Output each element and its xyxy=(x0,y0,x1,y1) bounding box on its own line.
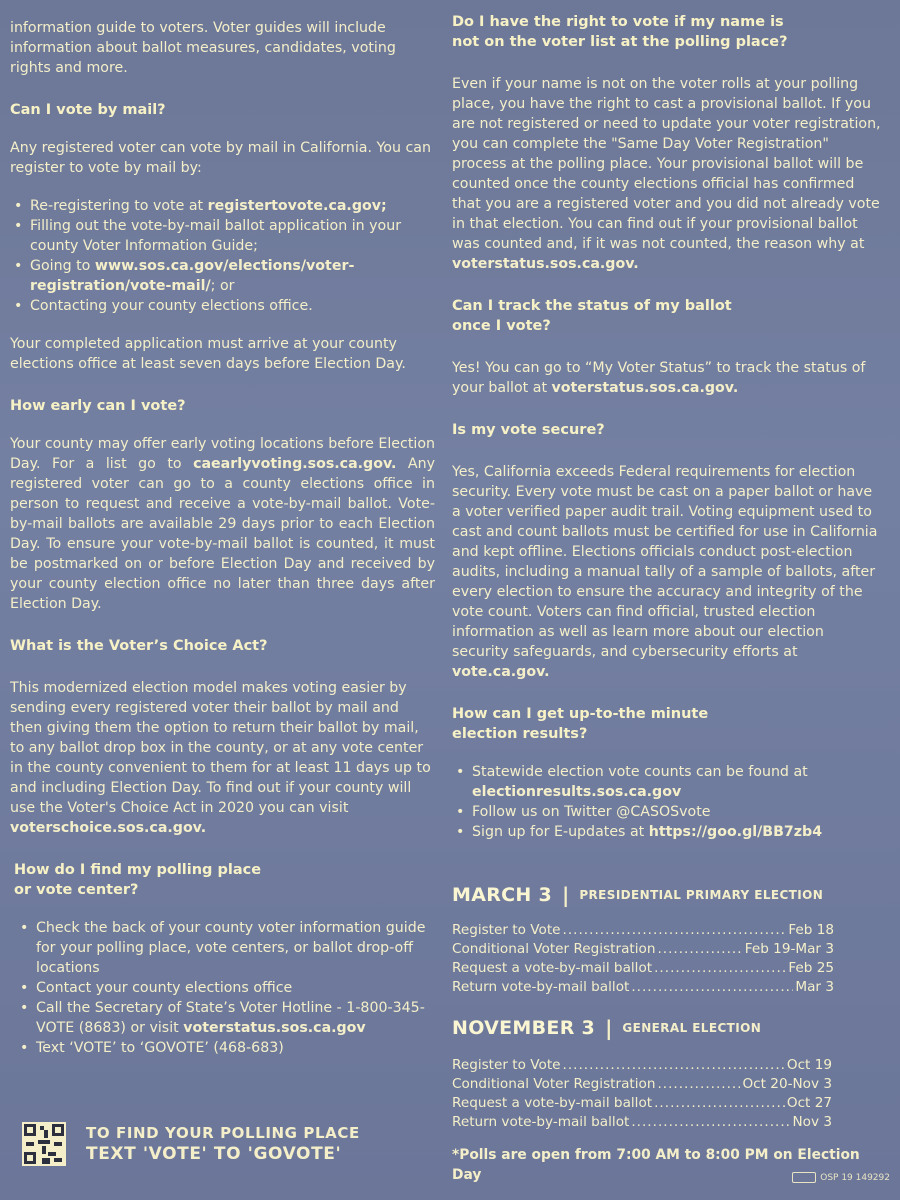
mail-text: Any registered voter can vote by mail in California. You can register to vote by mail by: xyxy=(10,140,431,176)
qr-caption xyxy=(86,1123,360,1165)
mail-heading: Can I vote by mail? xyxy=(10,102,166,118)
sos-vote-mail-link[interactable]: www.sos.ca.gov/elections/voter-registration/vote-mail/ xyxy=(30,258,355,294)
e-updates-link[interactable]: https://goo.gl/BB7zb4 xyxy=(648,824,823,840)
voterstatus-link[interactable]: voterstatus.sos.ca.gov. xyxy=(551,380,739,396)
printer-logo-icon xyxy=(792,1172,816,1183)
mail-bullet-list xyxy=(10,196,435,316)
list-item: • Call the Secretary of State’s Voter Hotline - 1-800-345- VOTE (8683) or visit voterstatus.sos.ca.gov xyxy=(16,998,435,1038)
voterstatus-link[interactable]: voterstatus.sos.ca.gov xyxy=(183,1020,366,1036)
november-election-section xyxy=(452,1016,832,1132)
deadline-row: Return vote-by-mail ballot ..... Mar 3 xyxy=(452,978,834,997)
separator: | xyxy=(562,883,570,907)
list-item: • Sign up for E-updates at https://goo.gl/BB7zb4 xyxy=(452,822,882,842)
mail-after-text: Your completed application must arrive at your county elections office at least seven days before Election Day. xyxy=(10,336,406,372)
list-item: • Text ‘VOTE’ to ‘GOVOTE’ (468-683) xyxy=(16,1038,435,1058)
rights-text: Even if your name is not on the voter rolls at your polling place, you have the right to cast a provisional ballot. If you are not registered or need to update your voter registration, you can complete the "Same Day Voter Registration" process at the polling place. Your provisional ballot will be counted once the county elections official has confirmed that you are a registered voter and you did not already vote in that election. You can find out if your provisional ballot was counted and, if it was not counted, the reason why at voterstatus.sos.ca.gov. xyxy=(452,76,881,272)
secure-heading: Is my vote secure? xyxy=(452,422,605,438)
electionresults-link[interactable]: electionresults.sos.ca.gov xyxy=(472,784,682,800)
separator: | xyxy=(605,1016,613,1040)
march-election-date: MARCH 3 xyxy=(452,884,553,906)
qr-line-1: TO FIND YOUR POLLING PLACE xyxy=(86,1124,360,1142)
vca-text: This modernized election model makes voting easier by sending every registered voter their ballot by mail and then giving them the option to return their ballot by mail, to any ballot drop box in the county, or at any vote center in the county convenient to them for at least 11 days up to and including Election Day. To find out if your county will use the Voter's Choice Act in 2020 you can visit voterschoice.sos.ca.gov. xyxy=(10,680,431,836)
november-election-type: GENERAL ELECTION xyxy=(622,1021,762,1035)
caearlyvoting-link[interactable]: caearlyvoting.sos.ca.gov. xyxy=(193,456,397,472)
polls-note: *Polls are open from 7:00 AM to 8:00 PM on Election Day xyxy=(452,1147,860,1183)
track-heading: Can I track the status of my ballot once I vote? xyxy=(452,298,732,334)
list-item: • Going to www.sos.ca.gov/elections/voter-registration/vote-mail/; or xyxy=(10,256,435,296)
list-item: • Follow us on Twitter @CASOSvote xyxy=(452,802,882,822)
right-column xyxy=(452,12,882,842)
voterschoice-link[interactable]: voterschoice.sos.ca.gov. xyxy=(10,820,207,836)
list-item: • Contacting your county elections office. xyxy=(10,296,435,316)
list-item: • Statewide election vote counts can be found at electionresults.sos.ca.gov xyxy=(452,762,882,802)
deadline-row: Register to Vote ..... Feb 18 xyxy=(452,921,834,940)
polling-heading: How do I find my polling place or vote center? xyxy=(14,862,262,898)
early-text: Your county may offer early voting locations before Election Day. For a list go to caearlyvoting.sos.ca.gov. Any registered voter can go to a county elections office in person to request and receive a vote-by-mail ballot. Vote-by-mail ballots are available 29 days prior to each Election Day. To ensure your vote-by-mail ballot is counted, it must be postmarked on or before Election Day and received by your county election office no later than three days after Election Day. xyxy=(10,436,436,612)
registertovote-link[interactable]: registertovote.ca.gov; xyxy=(207,198,387,214)
voterstatus-link[interactable]: voterstatus.sos.ca.gov. xyxy=(452,256,639,272)
deadline-row: Request a vote-by-mail ballot ..... Oct 27 xyxy=(452,1094,832,1113)
deadline-row: Return vote-by-mail ballot ..... Nov 3 xyxy=(452,1113,832,1132)
november-election-date: NOVEMBER 3 xyxy=(452,1017,596,1039)
march-election-header xyxy=(452,883,834,907)
qr-line-2: TEXT 'VOTE' TO 'GOVOTE' xyxy=(86,1144,342,1164)
vca-heading: What is the Voter’s Choice Act? xyxy=(10,638,268,654)
print-code xyxy=(792,1172,890,1183)
results-heading: How can I get up-to-the minute election results? xyxy=(452,706,709,742)
march-election-type: PRESIDENTIAL PRIMARY ELECTION xyxy=(579,888,824,902)
november-election-header xyxy=(452,1016,832,1040)
vote-ca-link[interactable]: vote.ca.gov. xyxy=(452,664,550,680)
early-heading: How early can I vote? xyxy=(10,398,186,414)
qr-code-icon xyxy=(22,1122,66,1166)
rights-heading: Do I have the right to vote if my name is not on the voter list at the polling place? xyxy=(452,14,788,50)
november-deadlines xyxy=(452,1056,832,1132)
deadline-row: Conditional Voter Registration ..... Feb 19-Mar 3 xyxy=(452,940,834,959)
secure-text: Yes, California exceeds Federal requirements for election security. Every vote must be cast on a paper ballot or have a voter verified paper audit trail. Voting equipment used to cast and count ballots must be certified for use in California and kept offline. Elections officials conduct post-election audits, including a manual tally of a sample of ballots, after every election to ensure the accuracy and integrity of the vote count. Voters can find official, trusted election information as well as learn more about our election security safeguards, and cybersecurity efforts at vote.ca.gov. xyxy=(452,464,878,680)
results-bullet-list xyxy=(452,762,882,842)
deadline-row: Request a vote-by-mail ballot ..... Feb 25 xyxy=(452,959,834,978)
qr-section xyxy=(22,1122,360,1166)
polling-bullet-list xyxy=(16,918,435,1058)
march-election-section xyxy=(452,883,834,997)
march-deadlines xyxy=(452,921,834,997)
print-code-text: OSP 19 149292 xyxy=(820,1172,890,1183)
list-item: • Contact your county elections office xyxy=(16,978,435,998)
intro-text: information guide to voters. Voter guides will include information about ballot measures, candidates, voting rights and more. xyxy=(10,20,396,76)
deadline-row: Conditional Voter Registration ..... Oct 20-Nov 3 xyxy=(452,1075,832,1094)
list-item: • Check the back of your county voter information guide for your polling place, vote centers, or ballot drop-off locations xyxy=(16,918,435,978)
left-column xyxy=(10,18,435,1058)
track-text: Yes! You can go to “My Voter Status” to track the status of your ballot at voterstatus.sos.ca.gov. xyxy=(452,360,866,396)
deadline-row: Register to Vote ..... Oct 19 xyxy=(452,1056,832,1075)
list-item: • Re-registering to vote at registertovote.ca.gov; xyxy=(10,196,435,216)
list-item: • Filling out the vote-by-mail ballot application in your county Voter Information Guide; xyxy=(10,216,435,256)
